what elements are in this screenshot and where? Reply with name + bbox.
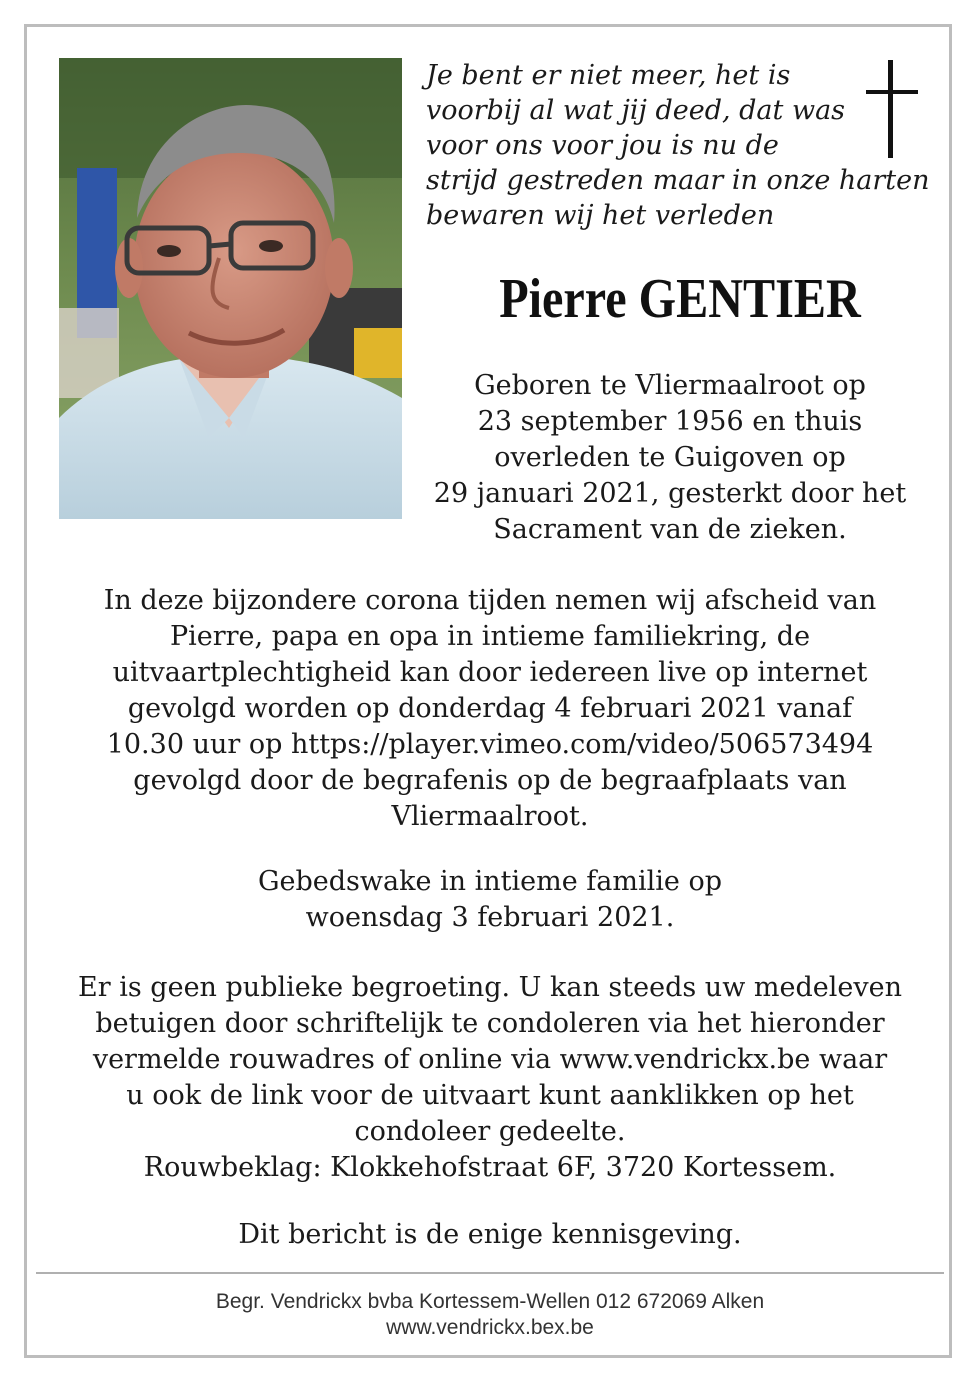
ceremony-line: gevolgd worden op donderdag 4 februari 2021 vanaf — [127, 693, 853, 724]
wake-paragraph — [40, 864, 940, 936]
poem-line: voorbij al wat jij deed, dat was — [426, 95, 846, 126]
poem-line: Je bent er niet meer, het is — [426, 60, 791, 91]
birth-line: Geboren te Vliermaalroot op — [474, 370, 866, 401]
condolence-line: Rouwbeklag: Klokkehofstraat 6F, 3720 Kortessem. — [143, 1152, 837, 1183]
condolence-line: betuigen door schriftelijk te condoleren via het hieronder — [95, 1008, 885, 1039]
portrait-photo — [59, 58, 402, 519]
condolence-line: condoleer gedeelte. — [354, 1116, 626, 1147]
footer-company-line: Begr. Vendrickx bvba Kortessem-Wellen 012 672069 Alken — [215, 1290, 765, 1313]
ceremony-line: gevolgd door de begrafenis op de begraafplaats van — [133, 765, 847, 796]
poem-line: strijd gestreden maar in onze harten — [426, 165, 930, 196]
condolence-line: u ook de link voor de uitvaart kunt aanklikken op het — [126, 1080, 854, 1111]
memorial-poem — [426, 58, 930, 233]
portrait-illustration — [59, 58, 402, 519]
birth-line: Sacrament van de zieken. — [493, 514, 847, 545]
funeral-home-footer — [40, 1289, 940, 1341]
birth-line: overleden te Guigoven op — [494, 442, 846, 473]
cross-icon — [862, 60, 924, 158]
wake-line: Gebedswake in intieme familie op — [257, 866, 723, 897]
notice-statement — [40, 1217, 940, 1253]
birth-line: 29 januari 2021, gesterkt door het — [433, 478, 907, 509]
notice-line: Dit bericht is de enige kennisgeving. — [238, 1219, 742, 1250]
ceremony-line: In deze bijzondere corona tijden nemen wij afscheid van — [103, 585, 877, 616]
condolence-line: Er is geen publieke begroeting. U kan steeds uw medeleven — [78, 972, 902, 1003]
footer-website-link[interactable]: www.vendrickx.bex.be — [386, 1316, 594, 1339]
ceremony-line: uitvaartplechtigheid kan door iedereen live op internet — [112, 657, 868, 688]
ceremony-paragraph — [40, 583, 940, 835]
deceased-name: Pierre GENTIER — [499, 268, 861, 330]
poem-line: voor ons voor jou is nu de — [426, 130, 779, 161]
footer-divider — [36, 1272, 944, 1274]
birth-death-info — [420, 368, 920, 548]
condolence-paragraph — [40, 970, 940, 1186]
ceremony-line: Pierre, papa en opa in intieme familiekring, de — [169, 621, 811, 652]
birth-line: 23 september 1956 en thuis — [477, 406, 863, 437]
ceremony-line: 10.30 uur op https://player.vimeo.com/video/506573494 — [106, 729, 874, 760]
ceremony-line: Vliermaalroot. — [391, 801, 589, 832]
condolence-line: vermelde rouwadres of online via www.vendrickx.be waar — [92, 1044, 888, 1075]
wake-line: woensdag 3 februari 2021. — [305, 902, 675, 933]
poem-line: bewaren wij het verleden — [426, 200, 775, 231]
